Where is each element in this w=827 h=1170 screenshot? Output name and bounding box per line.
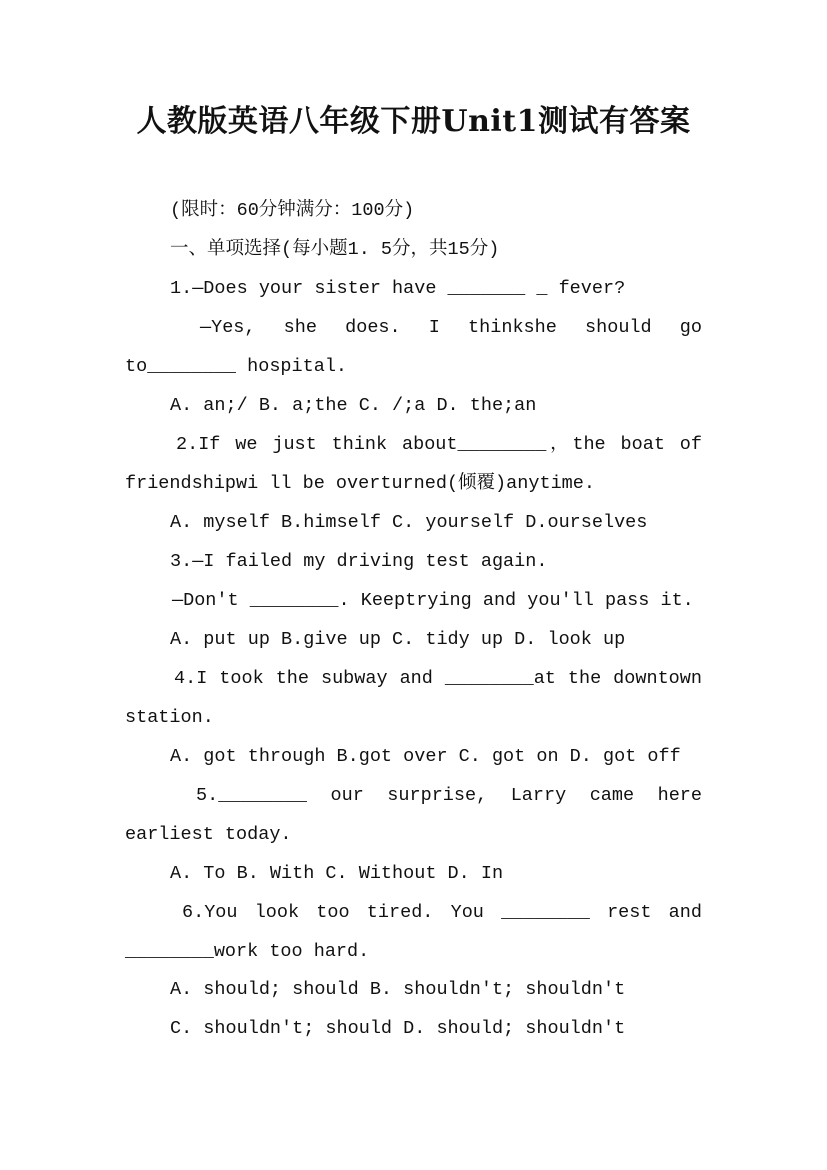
section-heading: 一、单项选择(每小题1. 5分，共15分) [170,239,500,260]
question-2-prompt: 2.If we just think about________，the boat of [176,434,702,455]
question-1-options: A. an;/ B. a;the C. /;a D. the;an [170,395,537,416]
question-1-prompt: 1.—Does your sister have _______ _ fever? [170,278,626,299]
question-5-prompt-continued: earliest today. [125,824,292,845]
question-6-prompt-continued: ________work too hard. [125,941,370,962]
question-3-dialogue: —Don't ________. Keeptrying and you'll pass it. [172,590,694,611]
question-4-prompt-continued: station. [125,707,214,728]
question-5-options: A. To B. With C. Without D. In [170,863,504,884]
question-6-options-ab: A. should; should B. shouldn't; shouldn't [170,979,626,1000]
question-4-prompt: 4.I took the subway and ________at the downtown [174,668,702,689]
question-2-options: A. myself B.himself C. yourself D.ourselves [170,512,648,533]
document-title: 人教版英语八年级下册Unit1测试有答案 [136,104,691,139]
question-6-prompt: 6.You look too tired. You ________ rest and [182,902,702,923]
question-1-dialogue: —Yes, she does. I thinkshe should go [200,317,702,338]
question-3-prompt: 3.—I failed my driving test again. [170,551,548,572]
question-3-options: A. put up B.give up C. tidy up D. look up [170,629,626,650]
time-limit-line: (限时：60分钟满分：100分) [170,200,415,221]
question-6-options-cd: C. shouldn't; should D. should; shouldn't [170,1018,626,1039]
question-4-options: A. got through B.got over C. got on D. got off [170,746,681,767]
question-5-prompt: 5.________ our surprise, Larry came here [196,785,702,806]
question-1-dialogue-continued: to________ hospital. [125,356,348,377]
question-2-prompt-continued: friendshipwi ll be overturned(倾覆)anytime. [125,473,595,494]
